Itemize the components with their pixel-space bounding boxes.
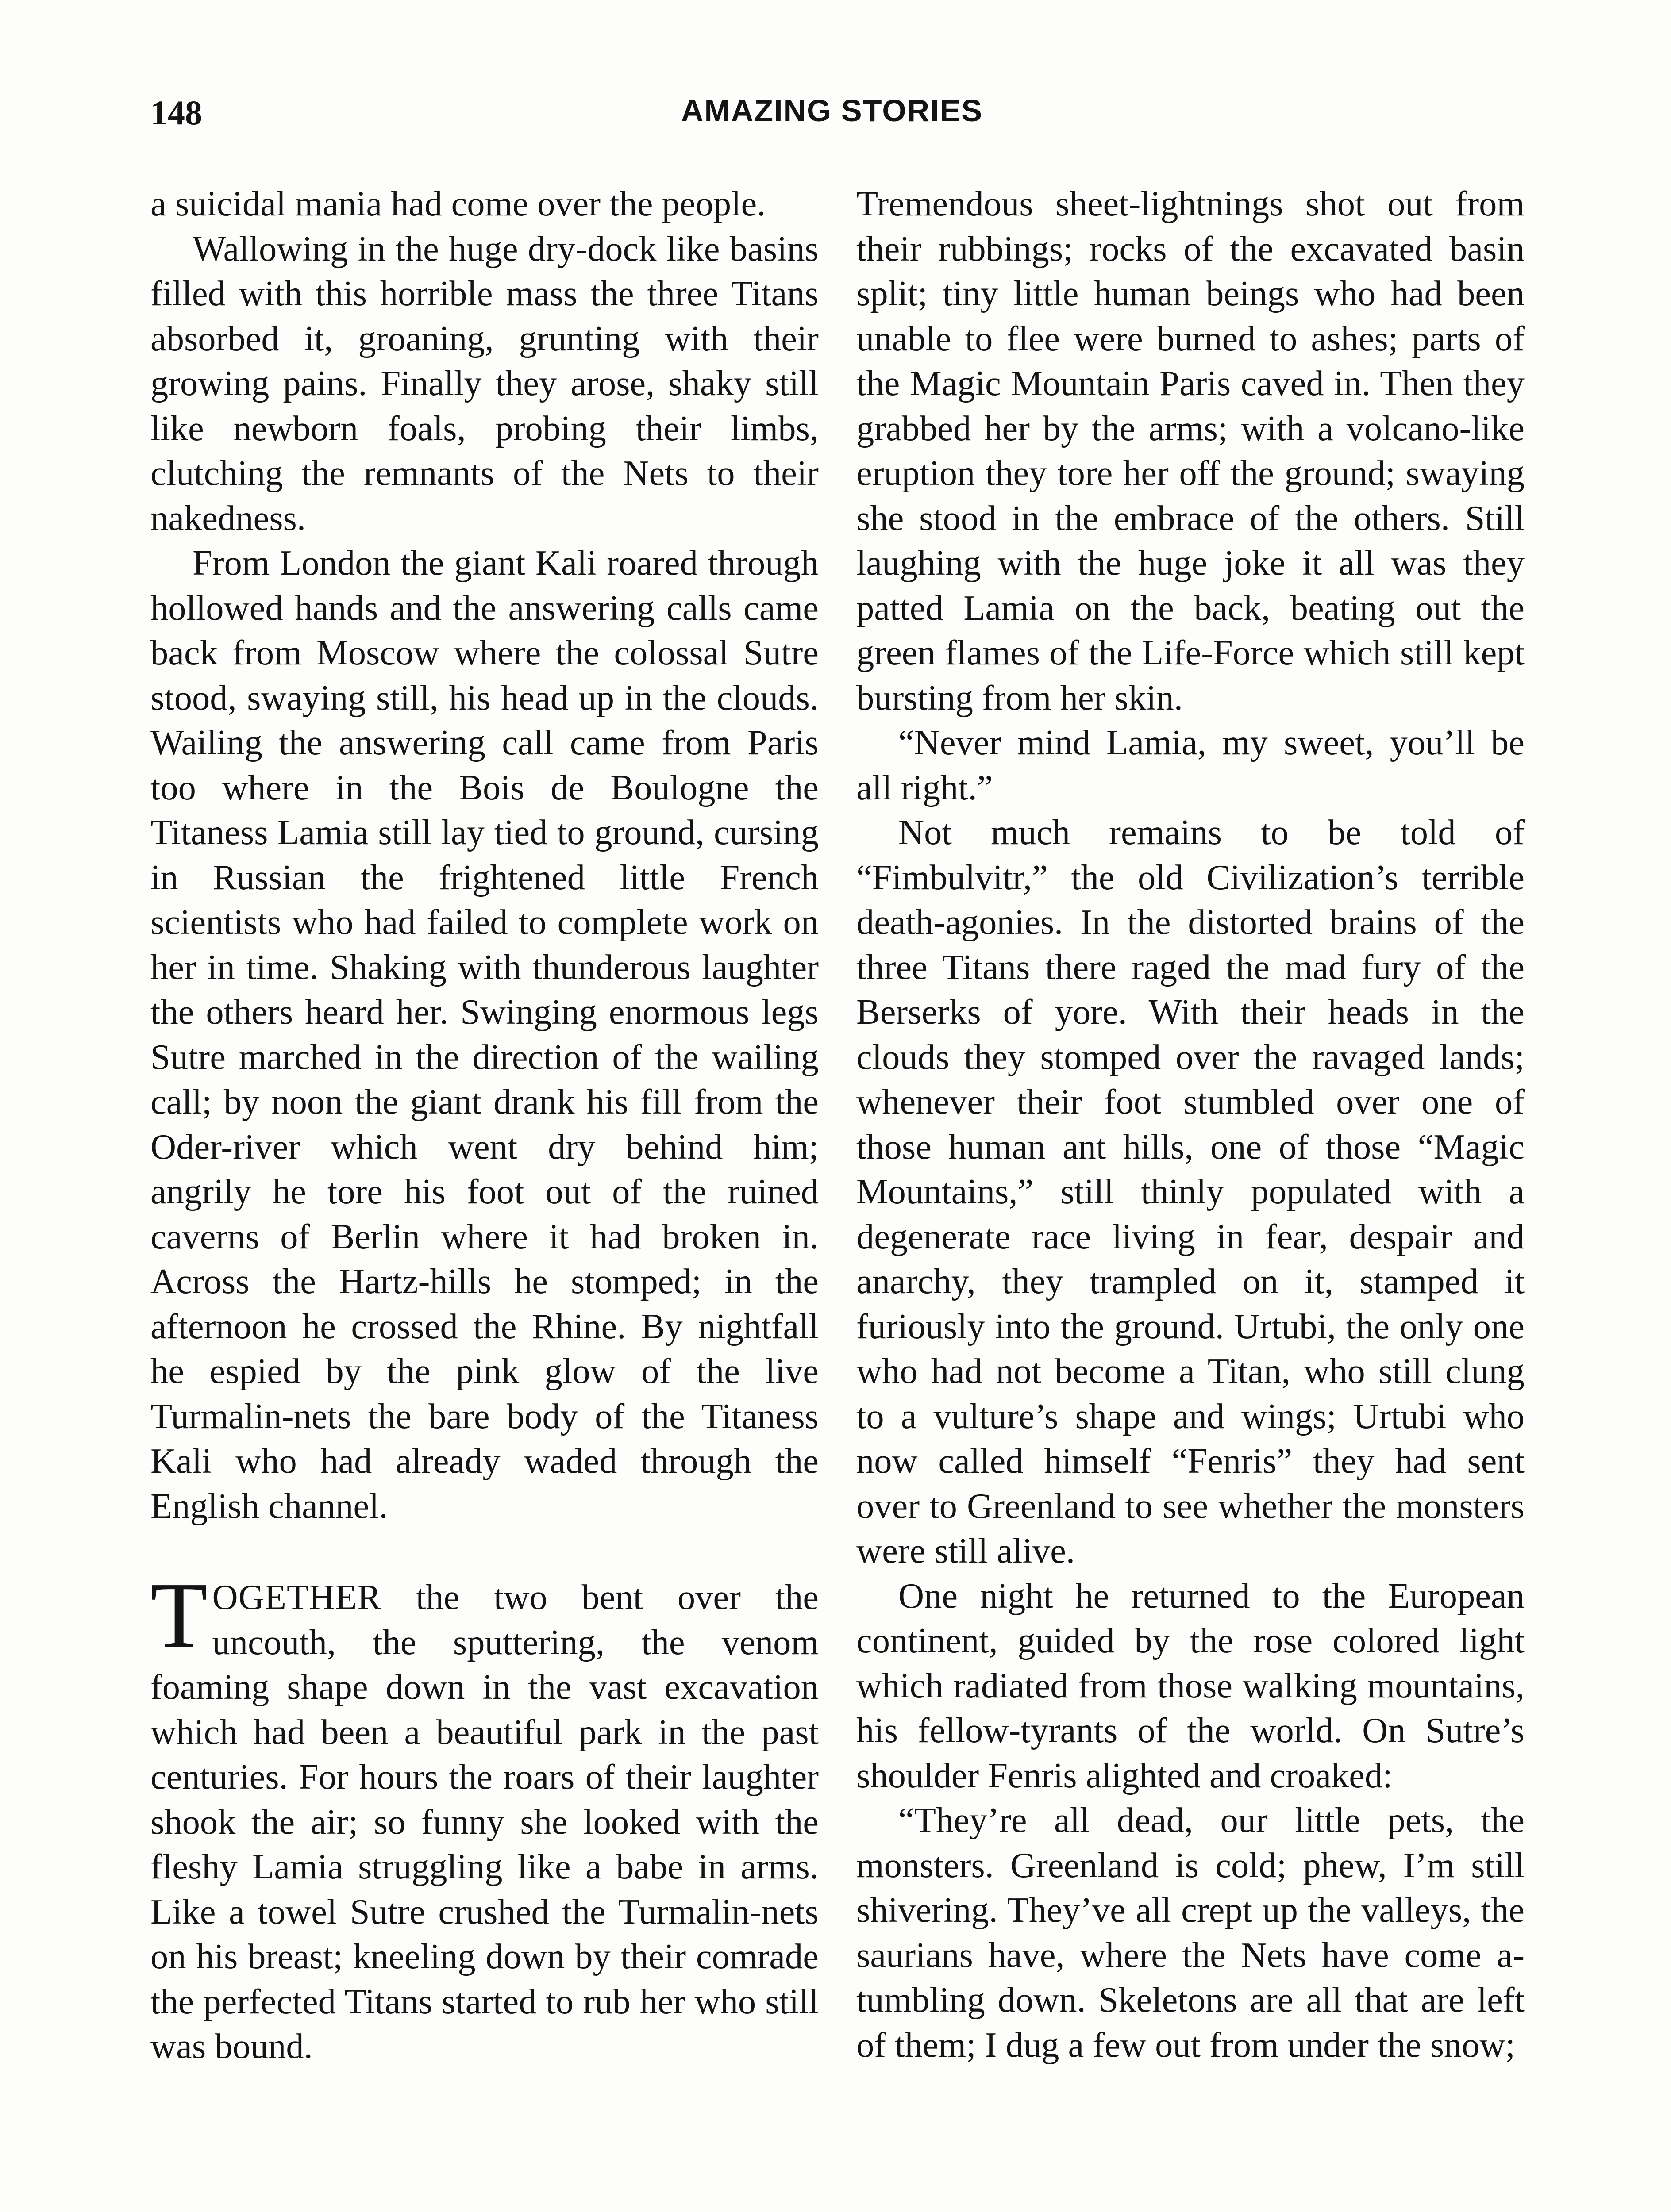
right-column bbox=[856, 181, 1525, 2067]
paragraph: Wallowing in the huge dry-dock like basins filled with this horrible mass the three Titans absorbed it, groaning, grunting with their growing pains. Finally they arose, shaky still like newborn foals, probing their limbs, clutching the remnants of the Nets to their nakedness. bbox=[150, 229, 819, 538]
section-start-paragraph bbox=[150, 1563, 819, 2069]
paragraph: a suicidal mania had come over the people. bbox=[150, 184, 766, 223]
paragraph-text: the two bent over the uncouth, the sputtering, the venom foaming shape down in the vast excavation which had been a beautiful park in the past centuries. For hours the roars of their laughter shook the air; so funny she looked with the fleshy Lamia struggling like a babe in arms. Like a towel Sutre crushed the Turmalin-nets on his breast; kneeling down by their comrade the perfected Titans started to rub her who still was bound. bbox=[150, 1578, 819, 2066]
paragraph: Tremendous sheet-lightnings shot out from their rubbings; rocks of the excavated basin split; tiny little human beings who had been unable to flee were burned to ashes; parts of the Magic Mountain Paris caved in. Then they grabbed her by the arms; with a volcano-like eruption they tore her off the ground; swaying she stood in the embrace of the others. Still laughing with the huge joke it all was they patted Lamia on the back, beating out the green flames of the Life-Force which still kept bursting from her skin. bbox=[856, 184, 1525, 718]
left-column bbox=[150, 181, 819, 2069]
running-title: AMAZING STORIES bbox=[681, 93, 983, 128]
lead-in-word: OGETHER bbox=[212, 1578, 382, 1617]
paragraph: Not much remains to be told of “Fimbulvitr,” the old Civilization’s terrible death-agonies. In the distorted brains of the three Titans there raged the mad fury of the Berserks of yore. With their heads in the clouds they stomped over the ravaged lands; whenever their foot stumbled over one of those human ant hills, one of those “Magic Mountains,” still thinly populated with a degenerate race living in fear, despair and anarchy, they trampled on it, stamped it furiously into the ground. Urtubi, the only one who had not become a Titan, who still clung to a vulture’s shape and wings; Urtubi who now called himself “Fenris” they had sent over to Greenland to see whether the monsters were still alive. bbox=[856, 813, 1525, 1571]
paragraph: “Never mind Lamia, my sweet, you’ll be all right.” bbox=[856, 723, 1525, 807]
running-header bbox=[150, 93, 1513, 142]
drop-cap: T bbox=[150, 1563, 208, 1667]
paragraph: One night he returned to the European continent, guided by the rose colored light which radiated from those walking mountains, his fellow-tyrants of the world. On Sutre’s shoulder Fenris alighted and croaked: bbox=[856, 1576, 1525, 1795]
paragraph: “They’re all dead, our little pets, the monsters. Greenland is cold; phew, I’m still shivering. They’ve all crept up the valleys, the saurians have, where the Nets have come a-tumbling down. Skeletons are all that are left of them; I dug a few out from under the snow; bbox=[856, 1801, 1525, 2065]
page-number: 148 bbox=[150, 93, 202, 132]
paragraph: From London the giant Kali roared through hollowed hands and the answering calls came back from Moscow where the colossal Sutre stood, swaying still, his head up in the clouds. Wailing the answering call came from Paris too where in the Bois de Boulogne the Titaness Lamia still lay tied to ground, cursing in Russian the frightened little French scientists who had failed to complete work on her in time. Shaking with thunderous laughter the others heard her. Swinging enormous legs Sutre marched in the direction of the wailing call; by noon the giant drank his fill from the Oder-river which went dry behind him; angrily he tore his foot out of the ruined caverns of Berlin where it had broken in. Across the Hartz-hills he stomped; in the afternoon he crossed the Rhine. By nightfall he espied by the pink glow of the live Turmalin-nets the bare body of the Titaness Kali who had already waded through the English channel. bbox=[150, 543, 819, 1526]
